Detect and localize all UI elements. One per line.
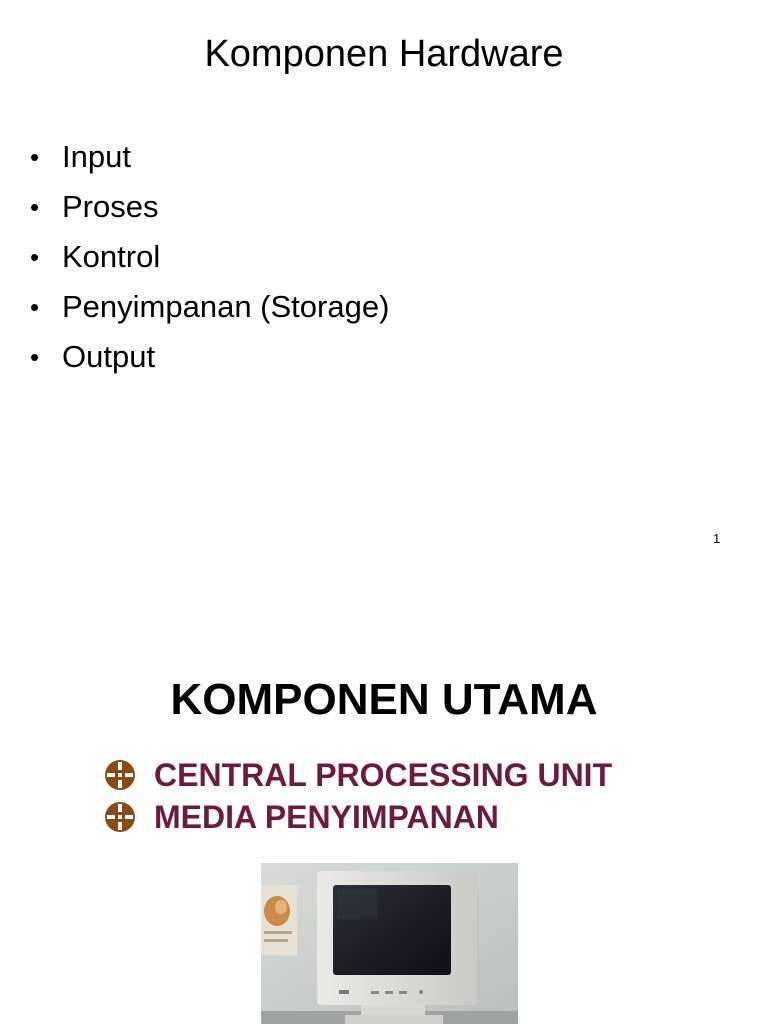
bullet-icon: • <box>30 242 40 272</box>
list-item-label: Proses <box>62 189 159 224</box>
list-item <box>30 132 389 182</box>
computer-monitor-photo <box>261 863 518 1024</box>
slide-title: KOMPONEN UTAMA <box>170 675 598 724</box>
list-item-label: CENTRAL PROCESSING UNIT <box>154 756 613 793</box>
computer-monitor-image <box>261 863 518 1024</box>
page-number: 1 <box>713 531 721 546</box>
list-item <box>104 796 612 838</box>
list-item-label: MEDIA PENYIMPANAN <box>154 798 499 835</box>
list-item-label: Output <box>62 339 156 374</box>
list-item <box>30 282 389 332</box>
bullet-list <box>30 132 389 382</box>
item-list <box>104 754 612 838</box>
crosshair-icon <box>104 759 136 791</box>
slide-title: Komponen Hardware <box>204 33 564 75</box>
list-item-label: Kontrol <box>62 239 161 274</box>
crosshair-icon <box>104 801 136 833</box>
bullet-icon: • <box>30 142 40 172</box>
bullet-icon: • <box>30 192 40 222</box>
slide-2 <box>0 580 768 1024</box>
list-item <box>104 754 612 796</box>
list-item <box>30 232 389 282</box>
list-item-label: Input <box>62 139 131 174</box>
bullet-icon: • <box>30 292 40 322</box>
bullet-icon: • <box>30 342 40 372</box>
list-item-label: Penyimpanan (Storage) <box>62 289 390 324</box>
list-item <box>30 332 389 382</box>
list-item <box>30 182 389 232</box>
